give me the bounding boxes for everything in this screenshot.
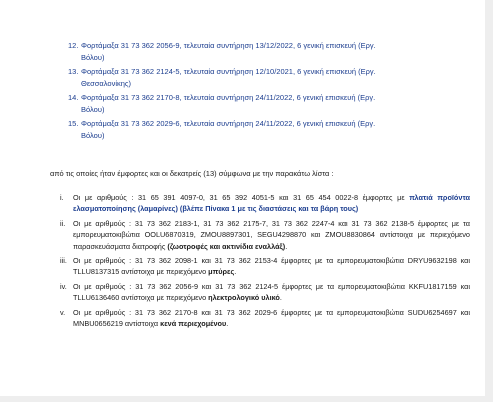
list-text-continued: Βόλου) xyxy=(81,131,105,140)
list-item-line1 xyxy=(68,93,375,102)
wagon-item xyxy=(60,255,470,278)
list-text-continued: Θεσσαλονίκης) xyxy=(81,79,132,88)
item-tail: . xyxy=(234,267,237,277)
roman-numeral: v. xyxy=(60,307,66,317)
list-item xyxy=(68,66,452,90)
item-tail: . xyxy=(226,319,229,329)
wagon-item xyxy=(60,281,470,304)
list-text: Φορτάμαξα 31 73 362 2170-8, τελευταία συντήρηση 24/11/2022, 6 γενική επισκευή (Εργ. xyxy=(81,93,376,102)
roman-numeral: ii. xyxy=(60,218,66,228)
wagon-item xyxy=(60,307,470,330)
item-bold-text: μπύρες xyxy=(208,267,235,277)
list-text-continued: Βόλου) xyxy=(81,53,105,62)
list-item-line1 xyxy=(68,41,376,50)
item-tail: . xyxy=(279,293,282,303)
locomotive-list xyxy=(68,40,452,144)
item-bold-text: ηλεκτρολογικό υλικό xyxy=(208,293,280,303)
list-number: 13. xyxy=(68,67,79,76)
list-text-continued: Βόλου) xyxy=(81,105,105,114)
wagon-list xyxy=(60,192,470,332)
item-bold-text: κενά περιεχομένου xyxy=(160,319,227,329)
wagon-item xyxy=(60,218,470,252)
roman-numeral: i. xyxy=(60,193,64,202)
item-bold-text: πλατιά προϊόντα ελασματοποίησης (λαμαρίνες) (βλέπε Πίνακα 1 με τις διαστάσεις και τα βάρη τους) xyxy=(73,193,470,214)
list-item xyxy=(68,40,452,64)
list-item xyxy=(68,118,452,142)
item-text: Οι με αριθμούς : 31 73 362 2170-8 και 31 73 362 2029-6 έμφορτες με τα εμπορευματοκιβώτια SUDU6254697 και MNBU0656219 αντίστοιχα xyxy=(73,307,470,329)
list-item-line1 xyxy=(68,67,376,76)
wagon-item xyxy=(60,192,470,215)
item-tail: . xyxy=(285,241,288,251)
item-text: Οι με αριθμούς : 31 73 362 2098-1 και 31 73 362 2153-4 έμφορτες με τα εμπορευματοκιβώτια DRYU9632198 και TLLU8137315 αντίστοιχα με περιεχόμενο xyxy=(73,256,470,277)
list-text: Φορτάμαξα 31 73 362 2029-6, τελευταία συντήρηση 24/11/2022, 6 γενική επισκευή (Εργ. xyxy=(81,119,376,128)
list-text: Φορτάμαξα 31 73 362 2124-5, τελευταία συντήρηση 12/10/2021, 6 γενική επισκευή (Εργ. xyxy=(81,67,376,76)
intro-paragraph: από τις οποίες ήταν έμφορτες και οι δεκατρείς (13) σύμφωνα με την παρακάτω λίστα : xyxy=(50,169,334,178)
list-item-line1 xyxy=(68,119,375,128)
item-text: Οι με αριθμούς : 31 65 391 4097-0, 31 65 392 4051-5 και 31 65 454 0022-8 έμφορτες με xyxy=(73,193,410,202)
list-number: 14. xyxy=(68,93,79,102)
item-text: Οι με αριθμούς : 31 73 362 2183-1, 31 73 362 2175-7, 31 73 362 2247-4 και 31 73 362 2138-5 έμφορτες με τα εμπορευματοκιβώτια OOLU6870319, ZMOU8897301, SEGU4298870 και ZMOU8830864 αντίστοιχα με περιεχόμενο παρασκευάσματα διατροφής xyxy=(73,218,470,251)
list-number: 15. xyxy=(68,119,79,128)
list-item xyxy=(68,92,452,116)
roman-numeral: iii. xyxy=(60,256,67,266)
list-number: 12. xyxy=(68,41,79,50)
roman-numeral: iv. xyxy=(60,281,67,291)
page-edge xyxy=(485,0,493,402)
item-text: Οι με αριθμούς : 31 73 362 2056-9 και 31 73 362 2124-5 έμφορτες με τα εμπορευματοκιβώτια KKFU1817159 και TLLU6136460 αντίστοιχα με περιεχόμενο xyxy=(73,281,470,303)
page-edge xyxy=(0,396,493,402)
item-bold-text: (ζωοτροφές και ακτινίδια εναλλάξ) xyxy=(167,241,286,251)
list-text: Φορτάμαξα 31 73 362 2056-9, τελευταία συντήρηση 13/12/2022, 6 γενική επισκευή (Εργ. xyxy=(81,41,376,50)
